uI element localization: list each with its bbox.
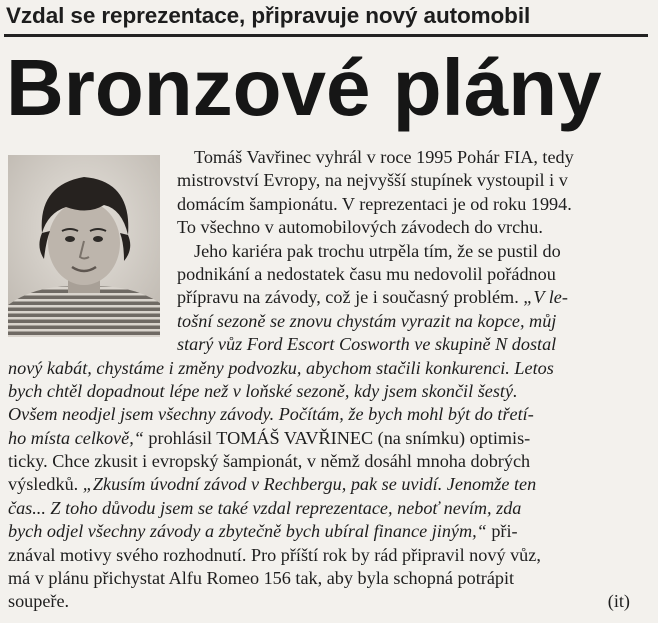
body-text: prohlásil TOMÁŠ VAVŘINEC (na snímku) optimis- (143, 427, 531, 448)
body-line: bych chtěl dopadnout lépe než v loňské sezoně, kdy jsem skončil šestý. (8, 380, 518, 401)
body-text: přípravu na závody, což je i současný problém. (177, 287, 524, 308)
body-line: čas... Z toho důvodu jsem se také vzdal reprezentace, neboť nevím, zda (8, 497, 522, 518)
quote-text: „V le- (523, 287, 568, 308)
body-line: ticky. Chce zkusit i evropský šampionát, v němž dosáhl mnoha dobrých (8, 451, 531, 472)
body-line (8, 427, 644, 450)
body-line: znával motivy svého rozhodnutí. Pro příští rok by rád připravil nový vůz, (8, 544, 541, 565)
body-line (8, 286, 644, 309)
body-line: Tomáš Vavřinec vyhrál v roce 1995 Pohár FIA, tedy (194, 147, 574, 167)
body-line (8, 590, 644, 613)
body-line: domácím šampionátu. V reprezentaci je od roku 1994. (177, 193, 572, 214)
quote-text: ho místa celkově,“ (8, 427, 144, 448)
quote-text: bych odjel všechny závody a zbytečně bych ubíral finance jiným,“ (8, 521, 487, 542)
article-headline: Bronzové plány (6, 43, 602, 132)
body-line: podnikání a nedostatek času mu nedovolil pořádnou (177, 263, 556, 284)
body-line: Ovšem neodjel jsem všechny závody. Počítám, že bych mohl být do třetí- (8, 404, 534, 425)
article-body (8, 146, 658, 614)
body-line: tošní sezoně se znovu chystám vyrazit na kopce, můj (177, 310, 557, 331)
body-line: Jeho kariéra pak trochu utrpěla tím, že se pustil do (194, 240, 561, 261)
body-line: nový kabát, chystáme i změny podvozku, abychom stačili konkurenci. Letos (8, 357, 554, 378)
body-line (8, 473, 644, 496)
author-signature: (it) (607, 591, 630, 612)
article-kicker: Vzdal se reprezentace, připravuje nový automobil (6, 3, 531, 28)
body-line: starý vůz Ford Escort Cosworth ve skupině N dostal (177, 334, 557, 355)
body-line: má v plánu přichystat Alfu Romeo 156 tak, aby byla schopná potrápit (8, 568, 515, 589)
quote-text: „Zkusím úvodní závod v Rechbergu, pak se uvidí. Jenomže ten (82, 474, 537, 495)
body-line (8, 520, 644, 543)
body-text: soupeře. (8, 591, 70, 612)
kicker-rule (4, 34, 648, 37)
body-line: mistrovství Evropy, na nejvyšší stupínek vystoupil i v (177, 170, 568, 191)
body-text: výsledků. (8, 474, 83, 495)
body-line: To všechno v automobilových závodech do vrchu. (177, 217, 543, 238)
body-text: při- (486, 521, 518, 542)
